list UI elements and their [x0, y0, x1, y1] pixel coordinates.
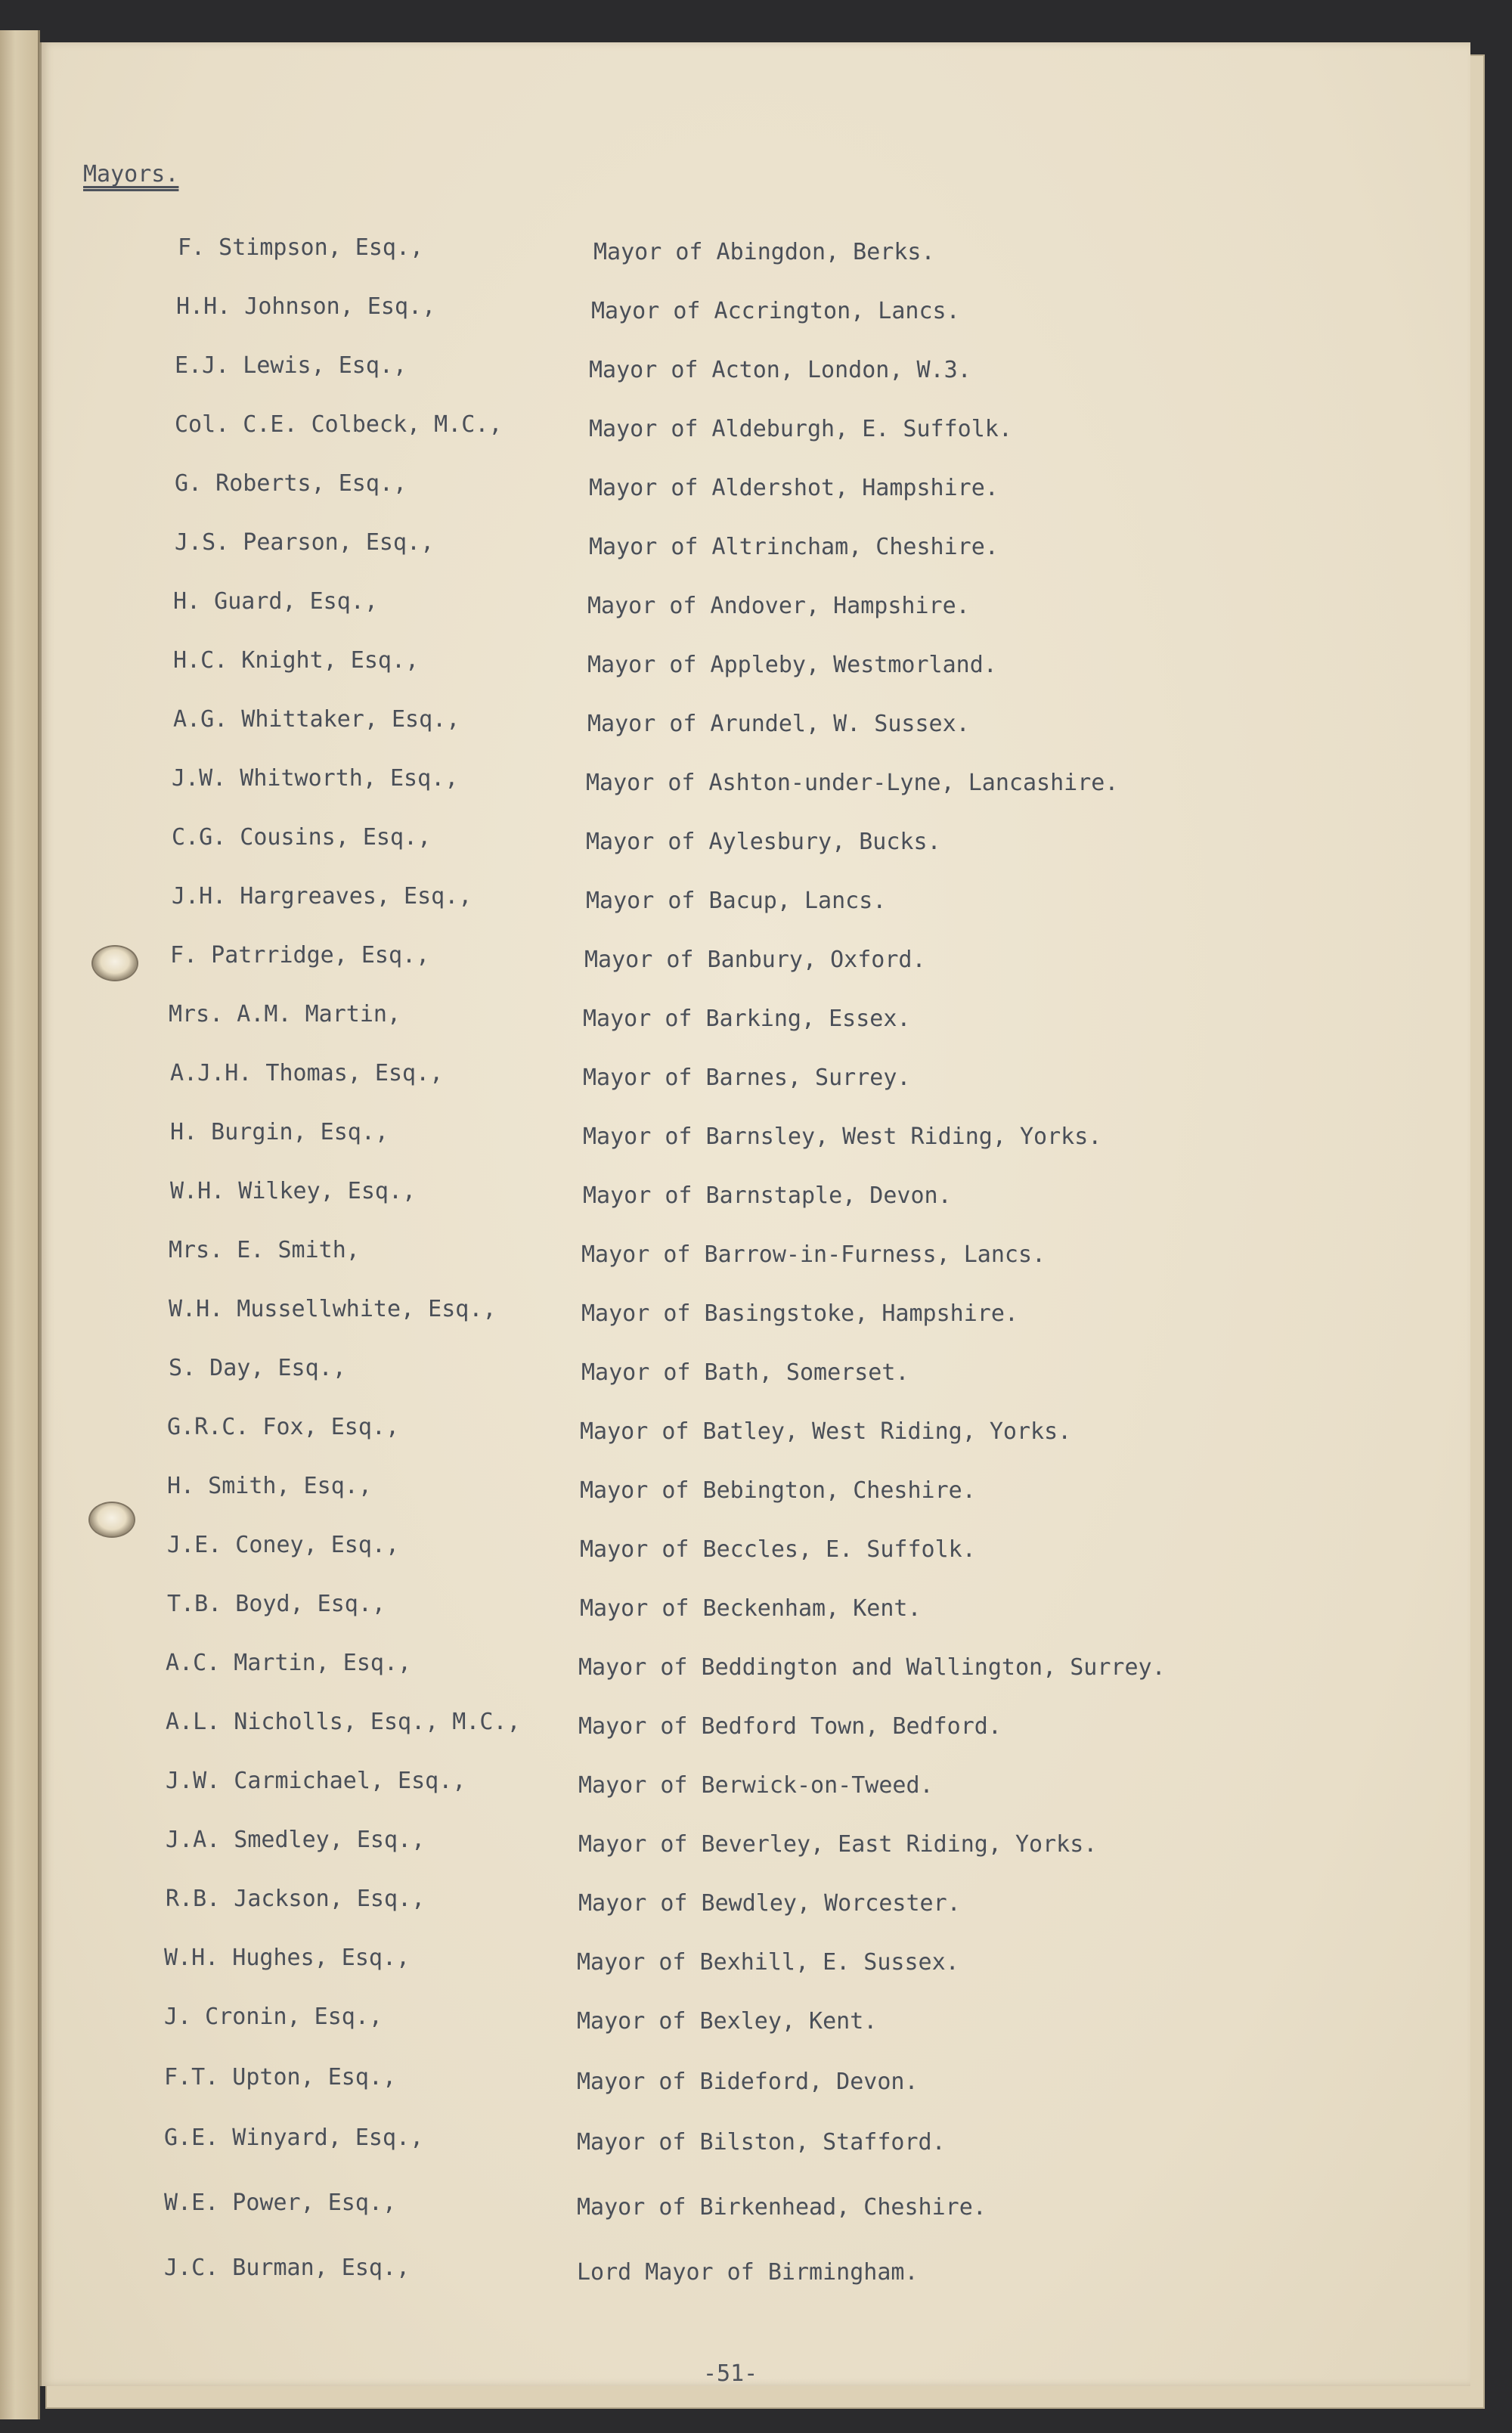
list-item — [170, 1117, 1380, 1148]
mayor-office: Mayor of Aylesbury, Bucks. — [586, 829, 941, 855]
list-item — [175, 351, 1384, 381]
mayor-office: Mayor of Bexhill, E. Sussex. — [577, 1949, 959, 1976]
mayor-office: Mayor of Bideford, Devon. — [577, 2069, 919, 2095]
mayor-office: Mayor of Arundel, W. Sussex. — [587, 711, 970, 737]
mayor-name: J.E. Coney, Esq., — [167, 1532, 400, 1558]
page-number: -51- — [703, 2360, 758, 2387]
mayor-name: J.W. Carmichael, Esq., — [166, 1768, 466, 1794]
list-item — [164, 2123, 1374, 2156]
mayor-office: Mayor of Bebington, Cheshire. — [580, 1477, 976, 1504]
mayor-office: Mayor of Banbury, Oxford. — [584, 947, 926, 973]
mayor-office: Mayor of Acton, London, W.3. — [589, 357, 971, 383]
mayor-office: Mayor of Birkenhead, Cheshire. — [577, 2194, 987, 2221]
mayor-name: W.E. Power, Esq., — [164, 2190, 397, 2216]
list-item — [178, 233, 1387, 263]
list-item — [172, 764, 1381, 794]
list-item — [172, 882, 1381, 912]
mayor-name: A.J.H. Thomas, Esq., — [170, 1060, 444, 1086]
mayor-name: H. Guard, Esq., — [173, 588, 378, 615]
list-item — [164, 1943, 1374, 1976]
mayor-office: Mayor of Beccles, E. Suffolk. — [580, 1536, 976, 1563]
mayor-office: Mayor of Appleby, Westmorland. — [587, 652, 997, 678]
mayor-name: J.C. Burman, Esq., — [164, 2255, 411, 2281]
list-item — [173, 705, 1383, 735]
mayor-name: S. Day, Esq., — [169, 1355, 346, 1381]
mayor-name: Mrs. A.M. Martin, — [169, 1001, 401, 1027]
mayor-name: W.H. Hughes, Esq., — [164, 1945, 411, 1971]
list-item — [167, 1589, 1377, 1622]
list-item — [164, 2188, 1374, 2221]
mayor-office: Mayor of Bilston, Stafford. — [577, 2129, 946, 2156]
mayor-name: F.T. Upton, Esq., — [164, 2064, 397, 2091]
mayor-name: H. Burgin, Esq., — [170, 1119, 389, 1145]
mayor-office: Mayor of Barnes, Surrey. — [583, 1065, 911, 1091]
mayor-name: W.H. Wilkey, Esq., — [170, 1178, 417, 1204]
mayor-office: Mayor of Accrington, Lancs. — [591, 298, 960, 324]
mayor-office: Mayor of Bexley, Kent. — [577, 2008, 878, 2035]
list-item — [166, 1825, 1375, 1858]
mayor-office: Mayor of Andover, Hampshire. — [587, 593, 970, 619]
mayor-office: Mayor of Berwick-on-Tweed. — [578, 1772, 934, 1799]
list-item — [167, 1471, 1377, 1502]
list-item — [169, 1294, 1378, 1325]
mayor-office: Mayor of Barking, Essex. — [583, 1006, 911, 1032]
list-item — [172, 823, 1381, 853]
mayor-office: Mayor of Basingstoke, Hampshire. — [581, 1300, 1018, 1327]
mayor-name: G. Roberts, Esq., — [175, 470, 407, 497]
mayor-name: C.G. Cousins, Esq., — [172, 824, 432, 851]
list-item — [170, 1058, 1380, 1089]
list-item — [175, 410, 1384, 440]
mayor-office: Mayor of Barrow-in-Furness, Lancs. — [581, 1241, 1046, 1268]
mayor-name: F. Stimpson, Esq., — [178, 234, 424, 261]
mayor-list — [42, 42, 1470, 2386]
mayor-office: Mayor of Bedford Town, Bedford. — [578, 1713, 1002, 1740]
mayor-name: G.R.C. Fox, Esq., — [167, 1414, 400, 1440]
previous-page-edge — [0, 30, 40, 2419]
list-item — [173, 646, 1383, 676]
mayor-name: J.W. Whitworth, Esq., — [172, 765, 459, 792]
mayor-office: Mayor of Barnsley, West Riding, Yorks. — [583, 1124, 1102, 1150]
list-item — [176, 292, 1386, 322]
mayor-office: Mayor of Barnstaple, Devon. — [583, 1182, 952, 1209]
mayor-name: Mrs. E. Smith, — [169, 1237, 360, 1263]
list-item — [167, 1412, 1377, 1443]
document-page — [39, 42, 1470, 2386]
list-item — [167, 1530, 1377, 1561]
mayor-name: A.G. Whittaker, Esq., — [173, 706, 460, 733]
mayor-office: Mayor of Bewdley, Worcester. — [578, 1890, 961, 1917]
mayor-name: J.A. Smedley, Esq., — [166, 1827, 426, 1853]
mayor-name: J.H. Hargreaves, Esq., — [172, 883, 472, 910]
list-item — [173, 587, 1383, 617]
mayor-name: J.S. Pearson, Esq., — [175, 529, 435, 556]
mayor-office: Mayor of Altrincham, Cheshire. — [589, 534, 999, 560]
list-item — [169, 1235, 1378, 1266]
mayor-office: Mayor of Abingdon, Berks. — [593, 239, 935, 265]
list-item — [166, 1766, 1375, 1799]
list-item — [164, 2253, 1374, 2286]
mayor-office: Mayor of Beverley, East Riding, Yorks. — [578, 1831, 1098, 1858]
mayor-office: Lord Mayor of Birmingham. — [577, 2259, 919, 2286]
section-heading: Mayors. — [83, 161, 179, 188]
list-item — [169, 1353, 1378, 1384]
mayor-office: Mayor of Aldeburgh, E. Suffolk. — [589, 416, 1012, 442]
mayor-office: Mayor of Ashton-under-Lyne, Lancashire. — [586, 770, 1119, 796]
mayor-name: R.B. Jackson, Esq., — [166, 1886, 426, 1912]
mayor-name: H.C. Knight, Esq., — [173, 647, 420, 674]
mayor-office: Mayor of Bacup, Lancs. — [586, 888, 887, 914]
mayor-office: Mayor of Bath, Somerset. — [581, 1359, 909, 1386]
list-item — [166, 1648, 1421, 1681]
mayor-office: Mayor of Batley, West Riding, Yorks. — [580, 1418, 1072, 1445]
mayor-office: Mayor of Aldershot, Hampshire. — [589, 475, 999, 501]
mayor-name: T.B. Boyd, Esq., — [167, 1591, 386, 1617]
mayor-name: G.E. Winyard, Esq., — [164, 2125, 424, 2151]
list-item — [170, 1176, 1380, 1207]
mayor-name: E.J. Lewis, Esq., — [175, 352, 407, 379]
mayor-name: Col. C.E. Colbeck, M.C., — [175, 411, 503, 438]
list-item — [169, 1000, 1378, 1030]
mayor-name: A.C. Martin, Esq., — [166, 1650, 412, 1676]
mayor-office: Mayor of Beckenham, Kent. — [580, 1595, 922, 1622]
mayor-name: H. Smith, Esq., — [167, 1473, 372, 1499]
mayor-name: F. Patrridge, Esq., — [170, 942, 430, 969]
mayor-name: A.L. Nicholls, Esq., M.C., — [166, 1709, 521, 1735]
mayor-name: H.H. Johnson, Esq., — [176, 293, 436, 320]
list-item — [166, 1884, 1375, 1917]
mayor-name: J. Cronin, Esq., — [164, 2004, 383, 2030]
list-item — [164, 2063, 1374, 2093]
list-item — [175, 528, 1384, 558]
mayor-office: Mayor of Beddington and Wallington, Surrey. — [578, 1654, 1166, 1681]
list-item — [166, 1707, 1375, 1740]
list-item — [170, 941, 1380, 971]
mayor-name: W.H. Mussellwhite, Esq., — [169, 1296, 497, 1322]
list-item — [164, 2002, 1374, 2035]
list-item — [175, 469, 1384, 499]
